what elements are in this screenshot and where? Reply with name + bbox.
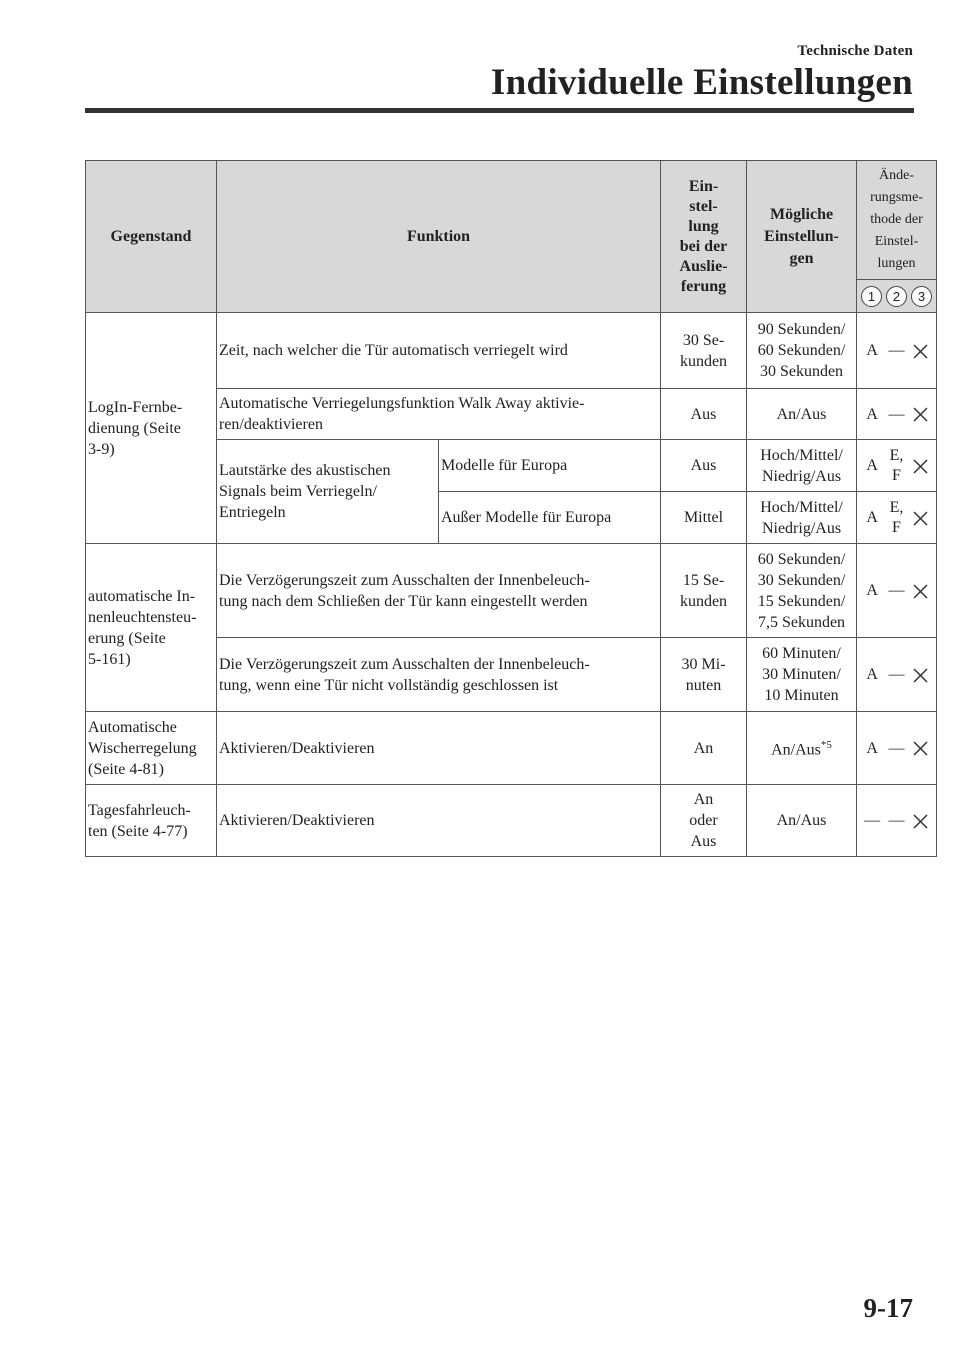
function-cell: Die Verzögerungszeit zum Ausschalten der Innenbeleuch- tung nach dem Schließen der Tür kann eingestellt werden [217, 544, 661, 638]
options-text: An/Aus [771, 741, 821, 759]
table-row [86, 313, 937, 389]
header-options: Mögliche Einstellun- gen [747, 161, 857, 313]
method-2: — [888, 342, 905, 359]
item-cell: Automatische Wischerregelung (Seite 4-81) [86, 712, 217, 785]
options-cell [747, 712, 857, 785]
method-1: A [866, 666, 878, 683]
options-cell: An/Aus [747, 785, 857, 857]
options-cell: 60 Sekunden/ 30 Sekunden/ 15 Sekunden/ 7,5 Sekunden [747, 544, 857, 638]
default-cell: An [661, 712, 747, 785]
function-cell: Automatische Verriegelungsfunktion Walk Away aktivie- ren/deaktivieren [217, 389, 661, 440]
x-icon [912, 664, 929, 685]
method-cell [857, 492, 937, 544]
header-rule [85, 108, 914, 113]
x-icon [912, 810, 929, 831]
x-icon [912, 580, 929, 601]
method-2: — [888, 405, 905, 423]
options-cell: Hoch/Mittel/ Niedrig/Aus [747, 492, 857, 544]
x-icon [912, 455, 929, 476]
default-cell: Mittel [661, 492, 747, 544]
default-cell: 15 Se- kunden [661, 544, 747, 638]
section-subtitle: Technische Daten [797, 43, 913, 59]
method-cell [857, 712, 937, 785]
x-icon [912, 738, 929, 759]
options-cell: 60 Minuten/ 30 Minuten/ 10 Minuten [747, 638, 857, 712]
header-item: Gegenstand [86, 161, 217, 313]
function-cell: Aktivieren/Deaktivieren [217, 785, 661, 857]
table-row [86, 785, 937, 857]
method-2: — [888, 812, 905, 829]
sub-function-cell: Modelle für Europa [439, 440, 661, 492]
method-cell [857, 785, 937, 857]
method-1: A [866, 405, 878, 423]
method-2: — [888, 666, 905, 683]
method-cell [857, 638, 937, 712]
default-cell: Aus [661, 440, 747, 492]
table-row [86, 712, 937, 785]
table-header-row [86, 161, 937, 280]
page-title: Individuelle Einstellungen [490, 62, 913, 103]
method-1: A [866, 457, 878, 474]
options-cell: Hoch/Mittel/ Niedrig/Aus [747, 440, 857, 492]
method-1: A [866, 582, 878, 599]
table-row [86, 544, 937, 638]
x-icon [912, 507, 929, 528]
function-cell: Lautstärke des akustischen Signals beim Verriegeln/ Entriegeln [217, 440, 439, 544]
method-cell [857, 389, 937, 440]
function-cell: Die Verzögerungszeit zum Ausschalten der Innenbeleuch- tung, wenn eine Tür nicht vollständig geschlossen ist [217, 638, 661, 712]
options-cell: 90 Sekunden/ 60 Sekunden/ 30 Sekunden [747, 313, 857, 389]
method-1: A [866, 739, 878, 757]
method-2: — [888, 582, 905, 599]
method-2: — [888, 739, 905, 757]
function-cell: Aktivieren/Deaktivieren [217, 712, 661, 785]
default-cell: 30 Se- kunden [661, 313, 747, 389]
circled-number-2-icon: 2 [886, 286, 907, 307]
circled-number-1-icon: 1 [861, 286, 882, 307]
default-cell: 30 Mi- nuten [661, 638, 747, 712]
method-2: E, F [889, 498, 904, 536]
settings-table [85, 160, 937, 857]
header-default: Ein- stel- lung bei der Auslie- ferung [661, 161, 747, 313]
x-icon [912, 404, 929, 425]
item-cell: LogIn-Fernbe- dienung (Seite 3-9) [86, 313, 217, 544]
header-method-icons [857, 280, 937, 313]
header-function: Funktion [217, 161, 661, 313]
item-cell: automatische In- nenleuchtensteu- erung (Seite 5-161) [86, 544, 217, 712]
default-cell: Aus [661, 389, 747, 440]
footnote-ref: *5 [820, 739, 832, 752]
header-method: Ände- rungsme- thode der Einstel- lungen [857, 161, 937, 280]
method-cell [857, 313, 937, 389]
function-cell: Zeit, nach welcher die Tür automatisch verriegelt wird [217, 313, 661, 389]
method-1: — [864, 812, 881, 829]
sub-function-cell: Außer Modelle für Europa [439, 492, 661, 544]
method-cell [857, 544, 937, 638]
page-number: 9-17 [863, 1293, 913, 1323]
x-icon [912, 340, 929, 361]
default-cell: An oder Aus [661, 785, 747, 857]
method-cell [857, 440, 937, 492]
method-2: E, F [889, 446, 904, 484]
method-1: A [866, 509, 878, 526]
options-cell: An/Aus [747, 389, 857, 440]
method-1: A [866, 342, 878, 359]
circled-number-3-icon: 3 [911, 286, 932, 307]
item-cell: Tagesfahrleuch- ten (Seite 4-77) [86, 785, 217, 857]
